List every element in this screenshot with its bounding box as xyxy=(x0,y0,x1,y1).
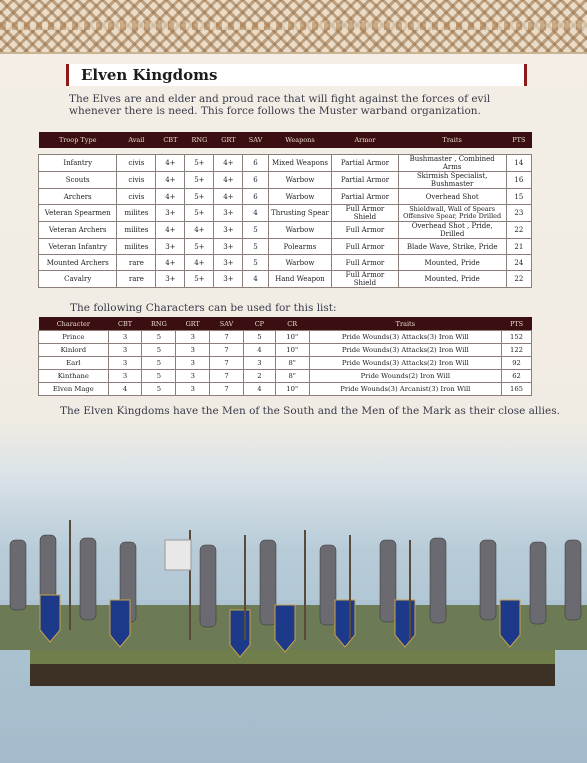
table-cell: 122 xyxy=(502,344,532,357)
header-cell: Traits xyxy=(398,132,506,148)
table-cell: Warbow xyxy=(268,172,332,189)
table-cell: 3 xyxy=(176,331,210,344)
title-banner xyxy=(66,64,527,86)
table-cell: 4+ xyxy=(214,189,243,205)
table-cell: Warbow xyxy=(268,189,332,205)
table-cell: rare xyxy=(117,255,156,271)
table-cell: 7 xyxy=(210,383,244,396)
table-cell: Infantry xyxy=(39,155,117,172)
table-cell: Scouts xyxy=(39,172,117,189)
table-row xyxy=(39,189,532,205)
table-cell: 4 xyxy=(243,205,268,222)
outro-paragraph: The Elven Kingdoms have the Men of the South and the Men of the Mark as their close allies. xyxy=(60,405,560,417)
table-cell: Mounted, Pride xyxy=(398,271,506,288)
table-cell: 5+ xyxy=(185,271,214,288)
miniatures-army-photo xyxy=(0,500,587,763)
table-cell: 5 xyxy=(142,331,176,344)
table-row xyxy=(39,239,532,255)
table-cell: 4+ xyxy=(214,155,243,172)
table-cell: Kinlord xyxy=(39,344,109,357)
table-cell: 3 xyxy=(108,331,142,344)
table-row xyxy=(39,255,532,271)
table-cell: 4 xyxy=(243,383,275,396)
table-cell: 24 xyxy=(506,255,531,271)
table-cell: 4+ xyxy=(156,155,185,172)
table-cell: 5 xyxy=(142,383,176,396)
table-cell: 3+ xyxy=(214,205,243,222)
table-cell: 3+ xyxy=(156,239,185,255)
table-cell: Mounted, Pride xyxy=(398,255,506,271)
table-cell: 15 xyxy=(506,189,531,205)
table-cell: Warbow xyxy=(268,222,332,239)
table-cell: Elven Mage xyxy=(39,383,109,396)
table-cell: Pride Wounds(3) Attacks(2) Iron Will xyxy=(309,357,501,370)
table-cell: 5+ xyxy=(185,155,214,172)
table-cell: 5 xyxy=(142,344,176,357)
table-cell: Pride Wounds(2) Iron Will xyxy=(309,370,501,383)
table-cell: 7 xyxy=(210,331,244,344)
table-cell: 22 xyxy=(506,271,531,288)
table-cell: milites xyxy=(117,239,156,255)
table-cell: 62 xyxy=(502,370,532,383)
table-cell: 8" xyxy=(275,357,309,370)
table-cell: Warbow xyxy=(268,255,332,271)
table-cell: civis xyxy=(117,189,156,205)
table-cell: civis xyxy=(117,155,156,172)
table-row xyxy=(39,383,532,396)
table-cell: 4+ xyxy=(214,172,243,189)
table-cell: 3+ xyxy=(214,255,243,271)
table-cell: 5+ xyxy=(185,205,214,222)
table-cell: 5 xyxy=(142,370,176,383)
table-cell: 3 xyxy=(176,370,210,383)
header-cell: RNG xyxy=(142,317,176,331)
table-cell: milites xyxy=(117,205,156,222)
table-cell: 4+ xyxy=(156,189,185,205)
table-cell: Full Armor Shield xyxy=(332,205,398,222)
header-cell: GRT xyxy=(214,132,243,148)
table-cell: 22 xyxy=(506,222,531,239)
table-cell: 3 xyxy=(176,383,210,396)
table-cell: 4 xyxy=(108,383,142,396)
troop-table-header xyxy=(39,132,532,148)
table-row xyxy=(39,222,532,239)
table-row xyxy=(39,331,532,344)
table-cell: 7 xyxy=(210,344,244,357)
character-table-header xyxy=(39,317,532,331)
character-table xyxy=(38,317,532,396)
table-cell: 3 xyxy=(176,357,210,370)
table-cell: 4+ xyxy=(185,255,214,271)
table-cell: Full Armor xyxy=(332,222,398,239)
table-cell: 3+ xyxy=(156,271,185,288)
header-cell: PTS xyxy=(506,132,531,148)
table-cell: 21 xyxy=(506,239,531,255)
header-cell: CR xyxy=(275,317,309,331)
page-title: Elven Kingdoms xyxy=(81,66,218,84)
table-cell: Blade Wave, Strike, Pride xyxy=(398,239,506,255)
table-cell: 92 xyxy=(502,357,532,370)
table-cell: Veteran Archers xyxy=(39,222,117,239)
table-cell: 5 xyxy=(142,357,176,370)
table-cell: Kinthane xyxy=(39,370,109,383)
table-cell: 3+ xyxy=(214,239,243,255)
table-cell: 5 xyxy=(243,222,268,239)
table-cell: 4 xyxy=(243,344,275,357)
table-cell: Overhead Shot , Pride, Drilled xyxy=(398,222,506,239)
table-cell: 23 xyxy=(506,205,531,222)
decorative-knot-border xyxy=(0,0,587,54)
header-cell: GRT xyxy=(176,317,210,331)
table-cell: 7 xyxy=(210,357,244,370)
table-cell: 6 xyxy=(243,189,268,205)
table-row xyxy=(39,357,532,370)
header-cell: SAV xyxy=(210,317,244,331)
table-cell: 3+ xyxy=(214,271,243,288)
table-cell: Partial Armor xyxy=(332,189,398,205)
table-cell: 3 xyxy=(108,344,142,357)
table-cell: 10" xyxy=(275,331,309,344)
table-row xyxy=(39,271,532,288)
table-cell: 10" xyxy=(275,383,309,396)
table-cell: Skirmish Specialist, Bushmaster xyxy=(398,172,506,189)
table-cell: 152 xyxy=(502,331,532,344)
table-row xyxy=(39,205,532,222)
table-cell: 5+ xyxy=(185,172,214,189)
table-cell: Partial Armor xyxy=(332,155,398,172)
table-cell: Pride Wounds(3) Attacks(2) Iron Will xyxy=(309,344,501,357)
table-cell: Mixed Weapons xyxy=(268,155,332,172)
table-cell: Veteran Infantry xyxy=(39,239,117,255)
troop-table xyxy=(38,132,532,288)
header-cell: Traits xyxy=(309,317,501,331)
table-cell: Veteran Spearmen xyxy=(39,205,117,222)
table-cell: Earl xyxy=(39,357,109,370)
table-cell: Cavalry xyxy=(39,271,117,288)
table-cell: Prince xyxy=(39,331,109,344)
header-cell: CBT xyxy=(156,132,185,148)
table-cell: 5 xyxy=(243,255,268,271)
table-cell: 5+ xyxy=(185,239,214,255)
table-cell: Hand Weapon xyxy=(268,271,332,288)
table-cell: 3 xyxy=(176,344,210,357)
header-cell: Avail xyxy=(117,132,156,148)
table-cell: civis xyxy=(117,172,156,189)
table-cell: Full Armor Shield xyxy=(332,271,398,288)
table-cell: 3+ xyxy=(214,222,243,239)
header-cell: CBT xyxy=(108,317,142,331)
table-cell: 5 xyxy=(243,239,268,255)
table-cell: 5 xyxy=(243,331,275,344)
table-cell: 6 xyxy=(243,155,268,172)
table-cell: 4+ xyxy=(156,222,185,239)
intro-paragraph: The Elves are and elder and proud race that will fight against the forces of evil whenever there is need. This force follows the Muster warband organization. xyxy=(69,93,491,117)
table-cell: 7 xyxy=(210,370,244,383)
table-cell: Shieldwall, Wall of Spears Offensive Spear, Pride Drilled xyxy=(398,205,506,222)
table-row xyxy=(39,172,532,189)
header-cell: Troop Type xyxy=(39,132,117,148)
table-cell: 3 xyxy=(243,357,275,370)
table-cell: 10" xyxy=(275,344,309,357)
table-cell: 3 xyxy=(108,370,142,383)
table-cell: 8" xyxy=(275,370,309,383)
table-cell: Overhead Shot xyxy=(398,189,506,205)
table-cell: 14 xyxy=(506,155,531,172)
table-cell: Pride Wounds(3) Arcanist(3) Iron Will xyxy=(309,383,501,396)
table-cell: 165 xyxy=(502,383,532,396)
header-cell: Weapons xyxy=(268,132,332,148)
table-row xyxy=(39,155,532,172)
header-cell: PTS xyxy=(502,317,532,331)
header-cell: Character xyxy=(39,317,109,331)
table-cell: 5+ xyxy=(185,189,214,205)
table-cell: Partial Armor xyxy=(332,172,398,189)
table-row xyxy=(39,344,532,357)
header-cell: CP xyxy=(243,317,275,331)
table-cell: Pride Wounds(3) Attacks(3) Iron Will xyxy=(309,331,501,344)
table-cell: Mounted Archers xyxy=(39,255,117,271)
header-cell: Armor xyxy=(332,132,398,148)
table-cell: rare xyxy=(117,271,156,288)
table-cell: 3+ xyxy=(156,205,185,222)
table-cell: Thrusting Spear xyxy=(268,205,332,222)
table-cell: Bushmaster , Combined Arms xyxy=(398,155,506,172)
table-row xyxy=(39,370,532,383)
table-cell: 4+ xyxy=(156,172,185,189)
header-cell: RNG xyxy=(185,132,214,148)
table-cell: 4 xyxy=(243,271,268,288)
table-cell: 6 xyxy=(243,172,268,189)
table-cell: 4+ xyxy=(185,222,214,239)
header-cell: SAV xyxy=(243,132,268,148)
characters-label: The following Characters can be used for this list: xyxy=(70,302,337,314)
table-cell: 4+ xyxy=(156,255,185,271)
table-cell: 16 xyxy=(506,172,531,189)
table-cell: Full Armor xyxy=(332,255,398,271)
table-cell: 3 xyxy=(108,357,142,370)
table-cell: Polearms xyxy=(268,239,332,255)
table-cell: 2 xyxy=(243,370,275,383)
table-cell: Archers xyxy=(39,189,117,205)
table-cell: Full Armor xyxy=(332,239,398,255)
table-cell: milites xyxy=(117,222,156,239)
